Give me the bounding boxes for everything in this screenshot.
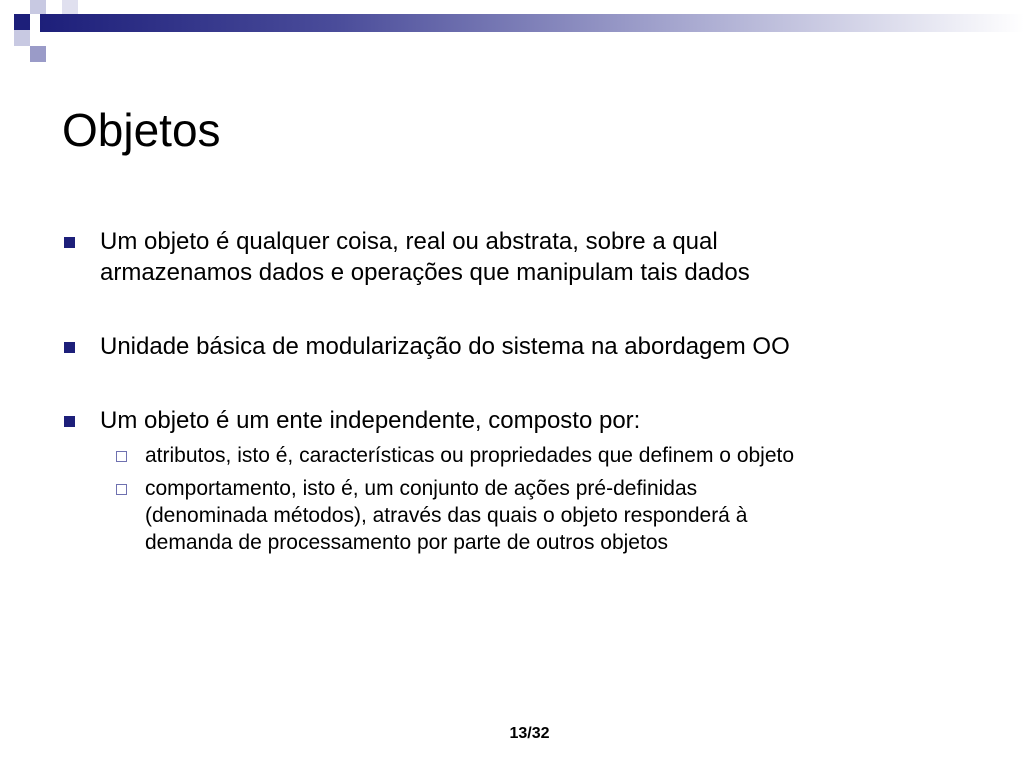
square-bullet-icon [64,237,75,248]
bullet-text-line: Um objeto é qualquer coisa, real ou abstrata, sobre a qual [100,228,718,255]
square-bullet-icon [64,342,75,353]
slide-title: Objetos [62,104,221,156]
decorative-square [30,0,46,14]
sub-bullet-text-line: comportamento, isto é, um conjunto de ações pré-definidas [145,477,698,500]
decorative-square [30,30,46,46]
decorative-square [14,30,30,46]
decorative-square [14,14,30,30]
sub-bullet-text-line: demanda de processamento por parte de outros objetos [145,531,669,554]
sub-bullet-item [114,475,962,556]
decorative-square [46,30,62,46]
decorative-square [30,46,46,62]
bullet-item [62,405,962,436]
sub-bullet-list [62,442,962,556]
square-bullet-icon [64,416,75,427]
hollow-square-bullet-icon [116,451,127,462]
sub-bullet-text: atributos, isto é, características ou propriedades que definem o objeto [145,444,795,467]
hollow-square-bullet-icon [116,484,127,495]
bullet-text: Um objeto é um ente independente, composto por: [100,407,641,434]
bullet-list [62,226,962,562]
decorative-square [62,0,78,14]
bullet-item [62,226,962,288]
bullet-text-line: armazenamos dados e operações que manipulam tais dados [100,259,750,286]
sub-bullet-item [114,442,962,469]
bullet-item [62,331,962,362]
header-gradient-bar [40,14,1024,32]
page-number: 13/32 [509,725,550,742]
sub-bullet-text-line: (denominada métodos), através das quais o objeto responderá à [145,504,748,527]
bullet-text: Unidade básica de modularização do sistema na abordagem OO [100,333,790,360]
